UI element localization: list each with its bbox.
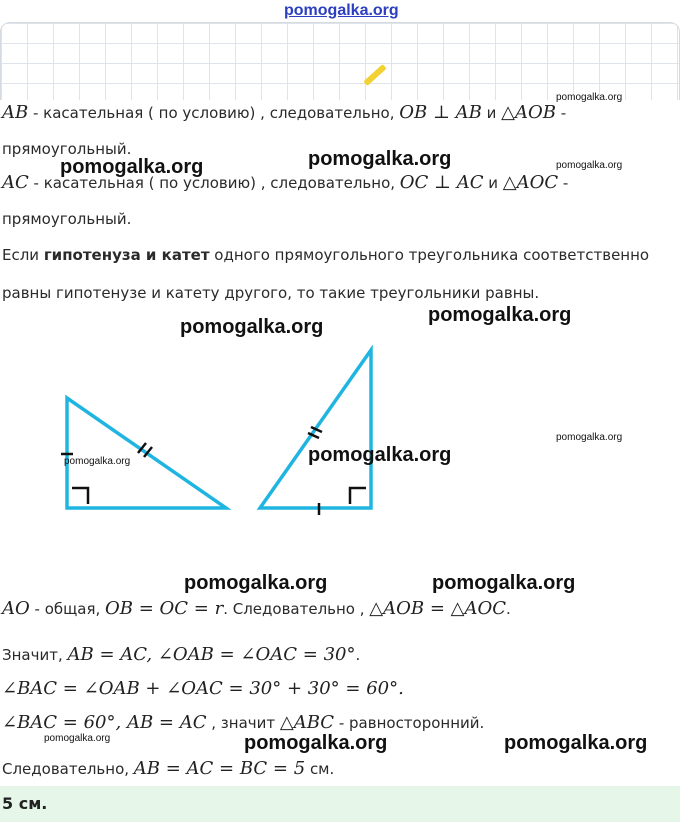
- watermark[interactable]: pomogalka.org: [184, 572, 328, 594]
- text-line-5: Если гипотенуза и катет одного прямоугольного треугольника соответственно: [2, 246, 650, 264]
- watermark[interactable]: pomogalka.org: [180, 316, 324, 338]
- grid-paper-header: [0, 22, 680, 100]
- watermark[interactable]: pomogalka.org: [556, 432, 623, 443]
- text-line-9: ∠BAC = ∠OAB + ∠OAC = 30° + 30° = 60°.: [2, 678, 404, 699]
- text-line-6: равны гипотенузе и катету другого, то такие треугольники равны.: [2, 284, 540, 302]
- watermark[interactable]: pomogalka.org: [556, 92, 623, 103]
- right-triangle: [260, 350, 371, 515]
- text-line-11: Следовательно, AB = AC = BC = 5 см.: [2, 758, 335, 779]
- watermark[interactable]: pomogalka.org: [308, 444, 452, 466]
- answer-box: 5 см.: [0, 786, 680, 822]
- watermark[interactable]: pomogalka.org: [60, 156, 204, 178]
- text-line-8: Значит, AB = AC, ∠OAB = ∠OAC = 30°.: [2, 644, 361, 665]
- watermark[interactable]: pomogalka.org: [428, 304, 572, 326]
- text-line-7: AO - общая, OB = OC = r. Следовательно , △AOB = △AOC.: [2, 598, 511, 619]
- watermark[interactable]: pomogalka.org: [64, 456, 131, 467]
- text-line-4: прямоугольный.: [2, 210, 132, 228]
- watermark[interactable]: pomogalka.org: [308, 148, 452, 170]
- text-line-3: AC - касательная ( по условию) , следовательно, OC ⊥ AC и △AOC -: [2, 172, 569, 193]
- top-watermark[interactable]: pomogalka.org: [284, 2, 399, 19]
- watermark[interactable]: pomogalka.org: [504, 732, 648, 754]
- triangles-figure: [0, 330, 680, 530]
- watermark[interactable]: pomogalka.org: [556, 160, 623, 171]
- text-line-10: ∠BAC = 60°, AB = AC , значит △ABC - равносторонний.: [2, 712, 485, 733]
- watermark[interactable]: pomogalka.org: [432, 572, 576, 594]
- watermark[interactable]: pomogalka.org: [244, 732, 388, 754]
- watermark[interactable]: pomogalka.org: [44, 733, 111, 744]
- left-triangle: [61, 398, 226, 508]
- text-line-2: прямоугольный.: [2, 140, 132, 158]
- text-line-1: AB - касательная ( по условию) , следовательно, OB ⊥ AB и △AOB -: [2, 102, 567, 123]
